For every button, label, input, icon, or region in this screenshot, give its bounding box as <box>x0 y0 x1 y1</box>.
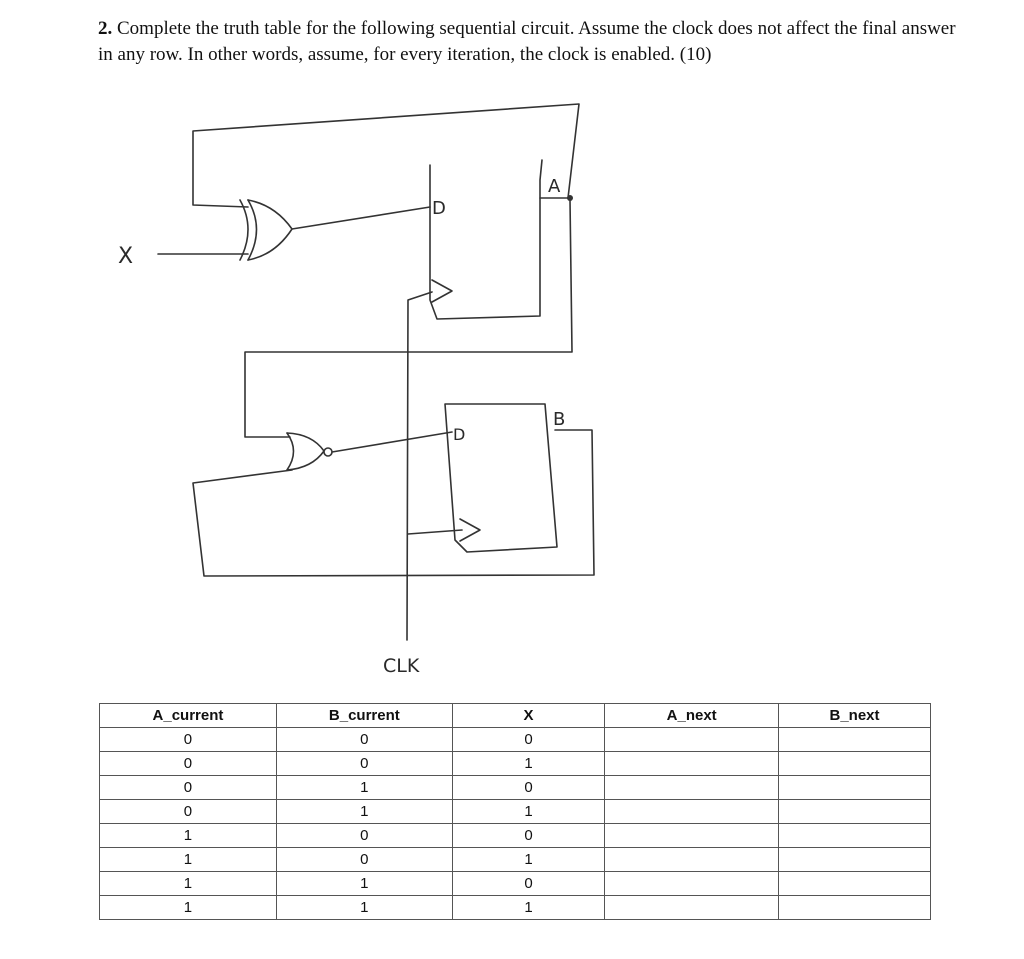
cell-b-next[interactable] <box>779 800 931 824</box>
cell-b-current: 0 <box>276 848 452 872</box>
cell-a-next[interactable] <box>605 776 779 800</box>
header-x: X <box>452 704 605 728</box>
table-row <box>100 896 931 920</box>
table-row <box>100 776 931 800</box>
cell-b-next[interactable] <box>779 752 931 776</box>
output-b-label: B <box>553 409 566 430</box>
cell-b-current: 1 <box>276 800 452 824</box>
table-row <box>100 800 931 824</box>
cell-b-next[interactable] <box>779 776 931 800</box>
ff-a-d-label: D <box>432 198 446 219</box>
ff-b-d-label: D <box>453 425 466 444</box>
table-row <box>100 728 931 752</box>
cell-b-next[interactable] <box>779 896 931 920</box>
cell-x: 0 <box>452 824 605 848</box>
question-number: 2. <box>98 18 113 39</box>
cell-a-current: 0 <box>100 800 277 824</box>
output-a-label: A <box>548 176 561 197</box>
header-a-current: A_current <box>100 704 277 728</box>
cell-a-current: 1 <box>100 824 277 848</box>
cell-x: 0 <box>452 872 605 896</box>
cell-b-next[interactable] <box>779 848 931 872</box>
feedback-wire-b <box>193 430 594 576</box>
truth-table <box>99 703 931 920</box>
clock-label: CLK <box>383 655 420 677</box>
cell-x: 1 <box>452 848 605 872</box>
cell-x: 0 <box>452 776 605 800</box>
cell-a-next[interactable] <box>605 824 779 848</box>
cell-b-next[interactable] <box>779 824 931 848</box>
clock-wire <box>407 292 432 640</box>
cell-a-next[interactable] <box>605 728 779 752</box>
cell-x: 1 <box>452 800 605 824</box>
cell-a-next[interactable] <box>605 896 779 920</box>
cell-b-current: 0 <box>276 728 452 752</box>
flip-flop-a <box>430 160 542 319</box>
cell-a-current: 0 <box>100 752 277 776</box>
input-x-label: X <box>118 244 134 269</box>
clock-triangle-b <box>460 519 480 541</box>
cell-a-next[interactable] <box>605 872 779 896</box>
cell-b-current: 0 <box>276 824 452 848</box>
feedback-wire-a <box>193 104 579 207</box>
header-b-current: B_current <box>276 704 452 728</box>
cell-a-current: 1 <box>100 872 277 896</box>
cell-b-current: 1 <box>276 896 452 920</box>
cell-a-current: 0 <box>100 776 277 800</box>
cell-b-next[interactable] <box>779 872 931 896</box>
cell-a-current: 1 <box>100 848 277 872</box>
question-body: Complete the truth table for the following sequential circuit. Assume the clock does not affect the final answer in any row. In other words, assume, for every iteration, the clock is enabled. (10) <box>98 18 956 65</box>
cell-a-current: 0 <box>100 728 277 752</box>
cell-x: 1 <box>452 896 605 920</box>
table-header-row <box>100 704 931 728</box>
nor-output-wire <box>332 432 452 452</box>
cell-x: 0 <box>452 728 605 752</box>
nor-gate <box>287 433 332 470</box>
xor-gate <box>240 200 292 260</box>
cell-a-current: 1 <box>100 896 277 920</box>
cell-a-next[interactable] <box>605 752 779 776</box>
header-b-next: B_next <box>779 704 931 728</box>
cell-b-current: 1 <box>276 776 452 800</box>
table-row <box>100 872 931 896</box>
table-row <box>100 848 931 872</box>
table-row <box>100 752 931 776</box>
cell-a-next[interactable] <box>605 800 779 824</box>
xor-output-wire <box>292 207 430 229</box>
cell-b-next[interactable] <box>779 728 931 752</box>
cell-a-next[interactable] <box>605 848 779 872</box>
cell-b-current: 1 <box>276 872 452 896</box>
table-row <box>100 824 931 848</box>
header-a-next: A_next <box>605 704 779 728</box>
clock-triangle-a <box>432 280 452 302</box>
cell-x: 1 <box>452 752 605 776</box>
cell-b-current: 0 <box>276 752 452 776</box>
